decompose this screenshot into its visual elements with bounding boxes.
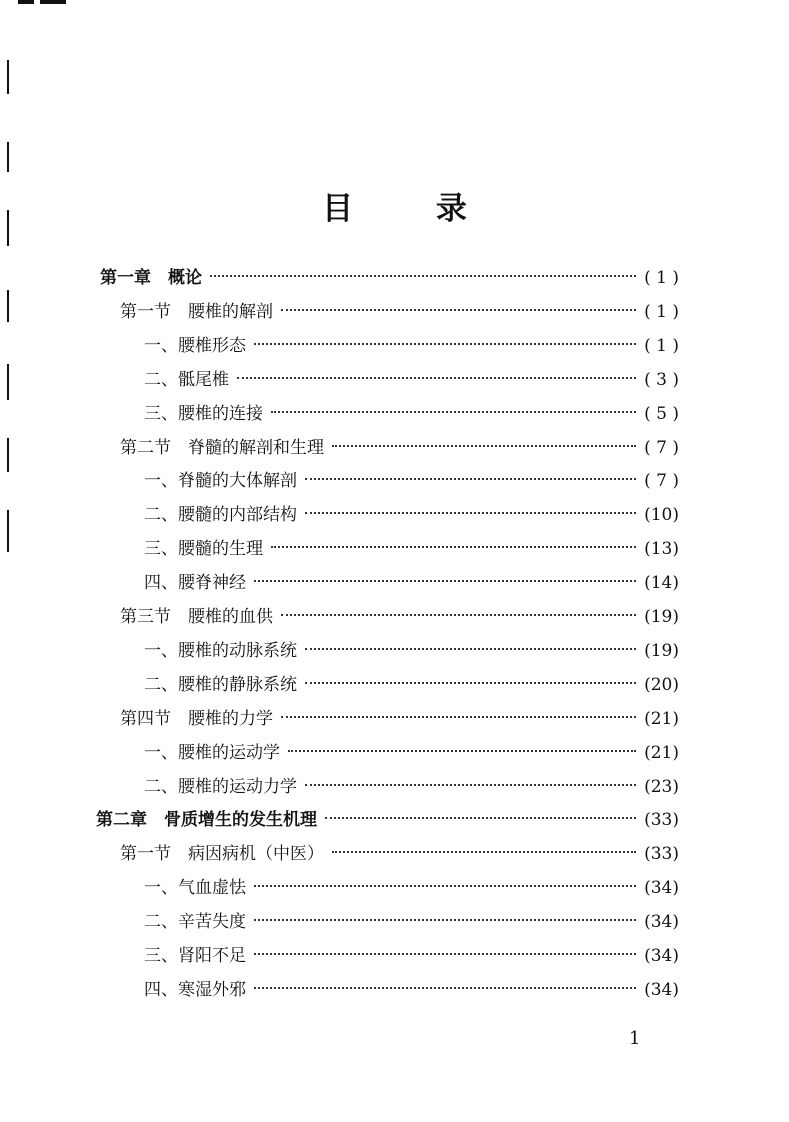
toc-entry-item bbox=[144, 771, 679, 803]
toc-entry-item bbox=[144, 906, 679, 938]
dot-leader bbox=[305, 648, 636, 650]
toc-entry-page: (34) bbox=[644, 878, 679, 899]
dot-leader bbox=[254, 580, 636, 582]
toc-entry-page: (21) bbox=[644, 708, 679, 729]
toc-entry-title: 一、气血虚怯 bbox=[144, 878, 246, 899]
toc-entry-title: 三、肾阳不足 bbox=[144, 946, 246, 966]
toc-entry-page: (33) bbox=[644, 810, 679, 831]
toc-entry-page: ( 1 ) bbox=[644, 268, 679, 288]
dot-leader bbox=[332, 851, 636, 853]
dot-leader bbox=[281, 716, 636, 718]
toc-entry-page: ( 7 ) bbox=[644, 471, 679, 492]
toc-entry-page: (14) bbox=[644, 573, 679, 594]
dot-leader bbox=[271, 411, 636, 413]
toc-entry-title: 一、腰椎的运动学 bbox=[144, 742, 280, 763]
toc-entry-page: ( 5 ) bbox=[644, 403, 679, 424]
toc-entry-title: 二、辛苦失度 bbox=[144, 912, 246, 933]
dot-leader bbox=[305, 512, 636, 514]
dot-leader bbox=[237, 377, 636, 379]
toc-entry-item bbox=[144, 499, 679, 531]
toc-entry-page: (13) bbox=[644, 539, 679, 560]
toc-entry-title: 二、腰髓的内部结构 bbox=[144, 505, 297, 526]
toc-entry-title: 二、腰椎的运动力学 bbox=[144, 776, 297, 797]
toc-entry-page: (20) bbox=[644, 674, 679, 695]
dot-leader bbox=[254, 987, 636, 989]
dot-leader bbox=[288, 750, 636, 752]
toc-entry-item bbox=[144, 465, 679, 497]
dot-leader bbox=[254, 953, 636, 955]
toc-entry-title: 第二节 脊髓的解剖和生理 bbox=[120, 437, 324, 458]
toc-entry-item bbox=[144, 940, 679, 972]
toc-entry-page: (34) bbox=[644, 912, 679, 933]
toc-entry-page: ( 7 ) bbox=[644, 437, 679, 458]
toc-entry-item bbox=[144, 398, 679, 430]
dot-leader bbox=[305, 682, 636, 684]
toc-entry-section bbox=[120, 432, 679, 464]
dot-leader bbox=[254, 919, 636, 921]
toc-entry-page: ( 1 ) bbox=[644, 335, 679, 356]
toc-entry-page: ( 1 ) bbox=[644, 301, 679, 322]
toc-entry-item bbox=[144, 974, 679, 1006]
toc-entry-title: 一、腰椎形态 bbox=[144, 335, 246, 356]
toc-entry-title: 第三节 腰椎的血供 bbox=[120, 607, 273, 627]
toc-entry-page: (33) bbox=[644, 844, 679, 865]
page-title: 目 录 bbox=[322, 190, 503, 227]
dot-leader bbox=[325, 817, 636, 819]
toc-entry-item bbox=[144, 364, 679, 396]
toc-entry-chapter bbox=[100, 262, 679, 294]
toc-entry-title: 一、脊髓的大体解剖 bbox=[144, 471, 297, 492]
toc-entry-section bbox=[120, 838, 679, 870]
toc-entry-item bbox=[144, 635, 679, 667]
toc-entry-title: 三、腰髓的生理 bbox=[144, 539, 263, 560]
dot-leader bbox=[332, 445, 636, 447]
toc-entry-page: (34) bbox=[644, 979, 679, 1000]
toc-entry-page: (19) bbox=[644, 640, 679, 661]
toc-entry-title: 第一章 概论 bbox=[100, 268, 202, 288]
toc-entry-section bbox=[120, 601, 679, 633]
toc-entry-title: 四、寒湿外邪 bbox=[144, 979, 246, 1000]
toc-entry-section bbox=[120, 703, 679, 735]
toc-entry-page: (34) bbox=[644, 946, 679, 966]
page-number: 1 bbox=[629, 1028, 641, 1049]
toc-entry-title: 第一节 病因病机（中医） bbox=[120, 844, 324, 865]
toc-entry-title: 第一节 腰椎的解剖 bbox=[120, 301, 273, 322]
dot-leader bbox=[271, 546, 636, 548]
toc-entry-title: 第四节 腰椎的力学 bbox=[120, 708, 273, 729]
toc-entry-page: (21) bbox=[644, 742, 679, 763]
toc-entry-item bbox=[144, 872, 679, 904]
toc-entry-item bbox=[144, 669, 679, 701]
dot-leader bbox=[281, 309, 636, 311]
toc-entry-item bbox=[144, 533, 679, 565]
dot-leader bbox=[254, 885, 636, 887]
dot-leader bbox=[210, 275, 636, 277]
toc-entry-item bbox=[144, 330, 679, 362]
toc-entry-page: ( 3 ) bbox=[644, 369, 679, 390]
toc-entry-title: 二、腰椎的静脉系统 bbox=[144, 674, 297, 695]
toc-entry-title: 第二章 骨质增生的发生机理 bbox=[96, 810, 317, 831]
toc-entry-page: (23) bbox=[644, 776, 679, 797]
toc-entry-title: 二、骶尾椎 bbox=[144, 369, 229, 390]
toc-entry-page: (10) bbox=[644, 505, 679, 526]
toc-entry-section bbox=[120, 296, 679, 328]
dot-leader bbox=[254, 343, 636, 345]
toc-entry-title: 三、腰椎的连接 bbox=[144, 403, 263, 424]
toc-entry-title: 一、腰椎的动脉系统 bbox=[144, 640, 297, 661]
dot-leader bbox=[281, 614, 636, 616]
toc-entry-chapter bbox=[96, 804, 679, 836]
dot-leader bbox=[305, 784, 636, 786]
toc-entry-item bbox=[144, 737, 679, 769]
toc-entry-page: (19) bbox=[644, 607, 679, 627]
toc-entry-item bbox=[144, 567, 679, 599]
toc-entry-title: 四、腰脊神经 bbox=[144, 573, 246, 594]
dot-leader bbox=[305, 478, 636, 480]
